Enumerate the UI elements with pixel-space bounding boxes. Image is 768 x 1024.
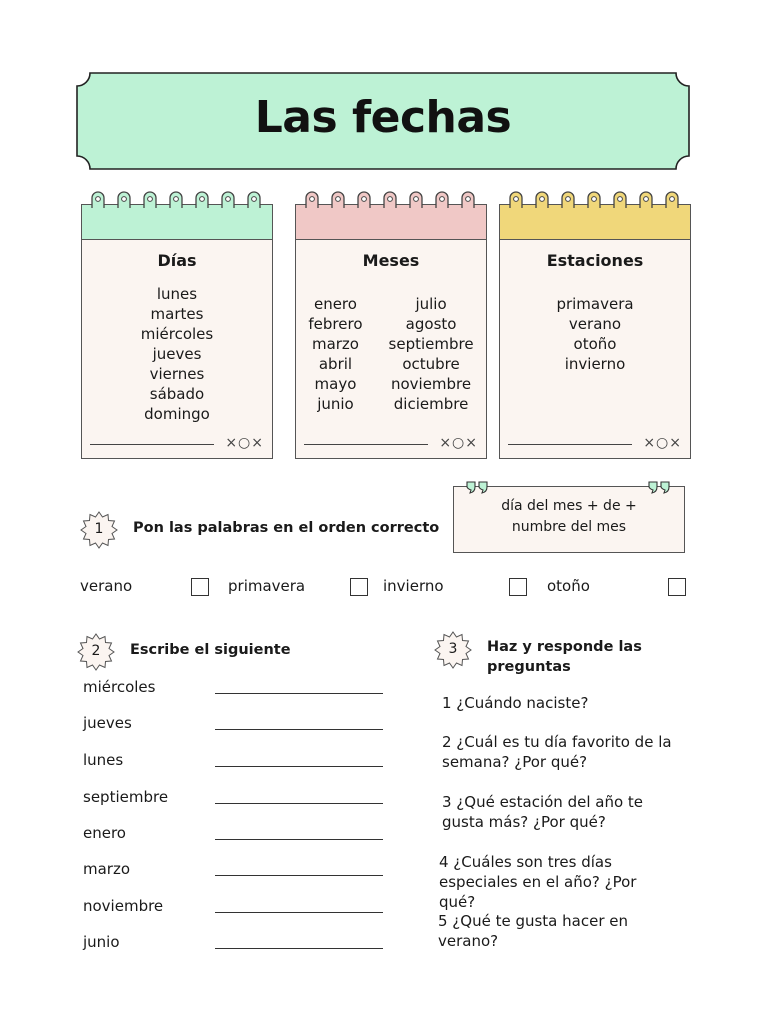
list-item: noviembre (390, 375, 472, 393)
answer-line[interactable] (215, 912, 383, 913)
list-item: febrero (308, 315, 363, 333)
list-item: diciembre (393, 395, 469, 413)
list-item: lunes (156, 285, 198, 303)
card-footer (508, 436, 682, 450)
answer-line[interactable] (215, 693, 383, 694)
number-badge-2 (77, 633, 115, 671)
answer-line[interactable] (215, 875, 383, 876)
list-item: otoño (573, 335, 617, 353)
write-row (83, 751, 383, 771)
write-row (83, 897, 383, 917)
card-title: Meses (362, 251, 420, 270)
badge-number: 1 (94, 521, 104, 537)
question-3 (442, 792, 692, 832)
list-item: octubre (402, 355, 460, 373)
word-item: otoño (547, 577, 590, 595)
card-header (296, 205, 486, 240)
dias-list (82, 284, 272, 424)
card-body (81, 204, 273, 459)
question-5 (438, 911, 688, 951)
question-line: qué? (439, 893, 476, 911)
number-badge-1 (80, 511, 118, 549)
list-item: septiembre (388, 335, 474, 353)
write-word: junio (83, 933, 120, 951)
xox-mark: ×○× (225, 435, 264, 451)
card-header (500, 205, 690, 240)
word-item: invierno (383, 577, 444, 595)
order-checkbox[interactable] (191, 578, 209, 596)
footer-line (508, 444, 632, 445)
list-item: enero (313, 295, 357, 313)
write-row (83, 788, 383, 808)
list-item: invierno (564, 355, 626, 373)
list-item: viernes (149, 365, 205, 383)
estaciones-list (500, 294, 690, 374)
card-footer (90, 436, 264, 450)
card-body (295, 204, 487, 459)
word-item: verano (80, 577, 133, 595)
list-item: abril (318, 355, 353, 373)
list-item: primavera (556, 295, 634, 313)
write-row (83, 824, 383, 844)
card-estaciones (499, 186, 691, 459)
list-item: agosto (405, 315, 457, 333)
card-header (82, 205, 272, 240)
list-item: martes (150, 305, 204, 323)
list-item: miércoles (140, 325, 214, 343)
card-meses (295, 186, 487, 459)
page-title: Las fechas (254, 92, 512, 143)
write-row (83, 714, 383, 734)
card-dias (81, 186, 273, 459)
write-row (83, 933, 383, 953)
spiral-rings-icon (81, 186, 273, 208)
card-title: Estaciones (546, 251, 644, 270)
question-line: semana? ¿Por qué? (442, 753, 588, 771)
order-checkbox[interactable] (350, 578, 368, 596)
tip-box (453, 486, 685, 553)
list-item: mayo (314, 375, 357, 393)
write-row (83, 860, 383, 880)
exercise1-heading: Pon las palabras en el orden correcto (133, 520, 440, 536)
answer-line[interactable] (215, 948, 383, 949)
list-item: julio (415, 295, 447, 313)
open-quote-icon (465, 480, 491, 494)
meses-list-1 (308, 294, 362, 414)
heading-line: preguntas (487, 659, 571, 675)
meses-list-2 (389, 294, 474, 414)
tip-text (463, 496, 675, 538)
meses-columns (296, 294, 486, 414)
question-line: gusta más? ¿Por qué? (442, 813, 606, 831)
heading-line: Haz y responde las (487, 639, 642, 655)
number-badge-3 (434, 631, 472, 669)
card-title: Días (157, 251, 197, 270)
write-word: marzo (83, 860, 131, 878)
list-item: domingo (144, 405, 210, 423)
badge-number: 3 (448, 641, 458, 657)
exercise3-heading (487, 637, 642, 677)
word-item: primavera (228, 577, 306, 595)
answer-line[interactable] (215, 803, 383, 804)
order-checkbox[interactable] (668, 578, 686, 596)
spiral-rings-icon (499, 186, 691, 208)
exercise2-heading: Escribe el siguiente (130, 642, 291, 658)
card-body (499, 204, 691, 459)
question-line: 2 ¿Cuál es tu día favorito de la (442, 733, 672, 751)
footer-line (304, 444, 428, 445)
answer-line[interactable] (215, 766, 383, 767)
write-word: enero (83, 824, 126, 842)
list-item: junio (317, 395, 354, 413)
order-checkbox[interactable] (509, 578, 527, 596)
badge-number: 2 (91, 643, 101, 659)
write-word: miércoles (83, 678, 156, 696)
question-line: 3 ¿Qué estación del año te (442, 793, 644, 811)
question-2 (442, 732, 692, 772)
question-line: 1 ¿Cuándo naciste? (442, 694, 589, 712)
question-line: verano? (438, 932, 499, 950)
title-banner (76, 72, 690, 170)
close-quote-icon (647, 480, 673, 494)
footer-line (90, 444, 214, 445)
xox-mark: ×○× (439, 435, 478, 451)
write-word: jueves (83, 714, 132, 732)
list-item: verano (568, 315, 622, 333)
answer-line[interactable] (215, 729, 383, 730)
spiral-rings-icon (295, 186, 487, 208)
tip-line: día del mes + de + (501, 498, 637, 514)
list-item: sábado (149, 385, 205, 403)
question-line: especiales en el año? ¿Por (439, 873, 637, 891)
write-row (83, 678, 383, 698)
list-item: jueves (152, 345, 202, 363)
question-4 (439, 852, 689, 912)
question-1 (442, 693, 692, 713)
answer-line[interactable] (215, 839, 383, 840)
write-word: noviembre (83, 897, 164, 915)
list-item: marzo (311, 335, 359, 353)
question-line: 5 ¿Qué te gusta hacer en (438, 912, 628, 930)
xox-mark: ×○× (643, 435, 682, 451)
question-line: 4 ¿Cuáles son tres días (439, 853, 612, 871)
card-footer (304, 436, 478, 450)
write-word: lunes (83, 751, 124, 769)
write-word: septiembre (83, 788, 169, 806)
tip-line: numbre del mes (511, 519, 627, 535)
